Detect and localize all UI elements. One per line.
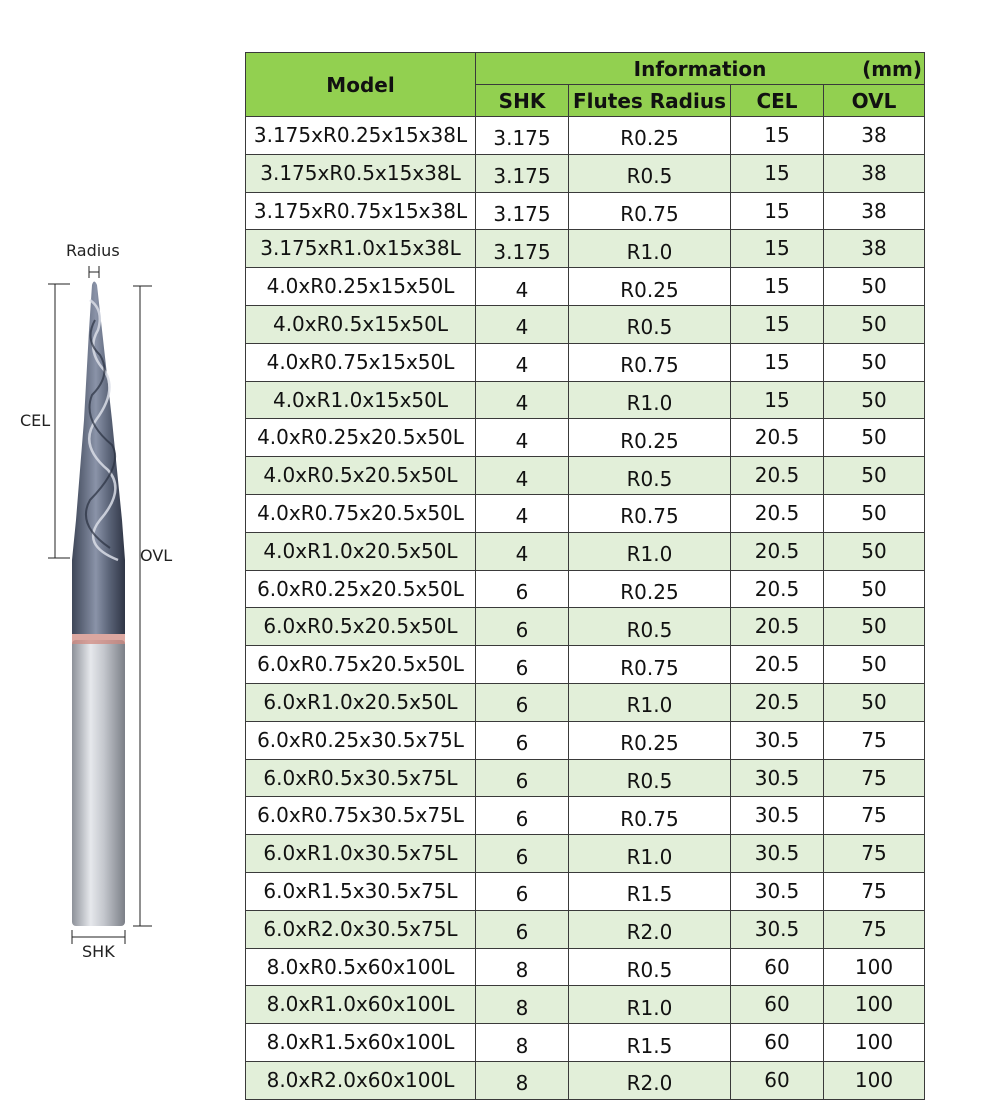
radius-cell: R1.0 bbox=[569, 532, 731, 570]
shk-cell: 4 bbox=[476, 381, 569, 419]
radius-cell: R1.0 bbox=[569, 835, 731, 873]
radius-cell: R2.0 bbox=[569, 1061, 731, 1099]
ovl-cell: 50 bbox=[824, 343, 925, 381]
fluted-taper bbox=[72, 282, 125, 635]
ovl-cell: 75 bbox=[824, 721, 925, 759]
table-row bbox=[246, 305, 925, 343]
cel-cell: 15 bbox=[731, 305, 824, 343]
cel-cell: 20.5 bbox=[731, 419, 824, 457]
ovl-cell: 50 bbox=[824, 381, 925, 419]
shk-cell: 4 bbox=[476, 457, 569, 495]
table-row bbox=[246, 608, 925, 646]
table-row bbox=[246, 646, 925, 684]
model-cell: 6.0xR0.25x30.5x75L bbox=[246, 721, 476, 759]
shk-cell: 3.175 bbox=[476, 230, 569, 268]
table-row bbox=[246, 1061, 925, 1099]
shk-cell: 8 bbox=[476, 986, 569, 1024]
information-label: Information bbox=[633, 56, 767, 81]
cel-cell: 15 bbox=[731, 192, 824, 230]
shk-cell: 6 bbox=[476, 570, 569, 608]
table-row bbox=[246, 1024, 925, 1062]
cel-cell: 20.5 bbox=[731, 457, 824, 495]
model-cell: 6.0xR0.25x20.5x50L bbox=[246, 570, 476, 608]
model-cell: 3.175xR0.75x15x38L bbox=[246, 192, 476, 230]
table-row bbox=[246, 872, 925, 910]
model-cell: 4.0xR0.25x15x50L bbox=[246, 268, 476, 306]
cel-cell: 15 bbox=[731, 268, 824, 306]
table-row bbox=[246, 268, 925, 306]
ovl-cell: 50 bbox=[824, 570, 925, 608]
model-cell: 6.0xR0.5x30.5x75L bbox=[246, 759, 476, 797]
ovl-cell: 38 bbox=[824, 117, 925, 155]
ovl-cell: 50 bbox=[824, 419, 925, 457]
ovl-cell: 50 bbox=[824, 608, 925, 646]
model-cell: 6.0xR1.5x30.5x75L bbox=[246, 872, 476, 910]
shk-cell: 4 bbox=[476, 268, 569, 306]
shk-cell: 4 bbox=[476, 419, 569, 457]
radius-cell: R1.0 bbox=[569, 683, 731, 721]
cel-cell: 20.5 bbox=[731, 532, 824, 570]
model-cell: 6.0xR0.5x20.5x50L bbox=[246, 608, 476, 646]
table-row bbox=[246, 154, 925, 192]
model-cell: 6.0xR0.75x30.5x75L bbox=[246, 797, 476, 835]
radius-cell: R0.75 bbox=[569, 343, 731, 381]
shk-cell: 4 bbox=[476, 305, 569, 343]
radius-cell: R0.75 bbox=[569, 797, 731, 835]
model-cell: 3.175xR0.5x15x38L bbox=[246, 154, 476, 192]
radius-cell: R0.5 bbox=[569, 154, 731, 192]
table-row bbox=[246, 419, 925, 457]
model-cell: 6.0xR1.0x30.5x75L bbox=[246, 835, 476, 873]
radius-cell: R1.5 bbox=[569, 872, 731, 910]
model-cell: 6.0xR0.75x20.5x50L bbox=[246, 646, 476, 684]
cel-cell: 20.5 bbox=[731, 683, 824, 721]
table-row bbox=[246, 381, 925, 419]
ovl-cell: 75 bbox=[824, 872, 925, 910]
cel-cell: 30.5 bbox=[731, 872, 824, 910]
shk-cell: 6 bbox=[476, 759, 569, 797]
cel-cell: 30.5 bbox=[731, 721, 824, 759]
shk-cell: 8 bbox=[476, 1024, 569, 1062]
ovl-cell: 38 bbox=[824, 154, 925, 192]
radius-cell: R0.75 bbox=[569, 646, 731, 684]
shk-cell: 3.175 bbox=[476, 154, 569, 192]
cel-cell: 30.5 bbox=[731, 910, 824, 948]
shk-cell: 3.175 bbox=[476, 192, 569, 230]
cel-cell: 60 bbox=[731, 1024, 824, 1062]
radius-label: Radius bbox=[66, 241, 120, 260]
cel-cell: 15 bbox=[731, 117, 824, 155]
model-cell: 3.175xR1.0x15x38L bbox=[246, 230, 476, 268]
ovl-label: OVL bbox=[140, 546, 173, 565]
table-row bbox=[246, 948, 925, 986]
shk-label: SHK bbox=[82, 942, 115, 961]
radius-cell: R1.0 bbox=[569, 986, 731, 1024]
model-cell: 8.0xR2.0x60x100L bbox=[246, 1061, 476, 1099]
ovl-cell: 100 bbox=[824, 1061, 925, 1099]
cel-cell: 30.5 bbox=[731, 797, 824, 835]
ovl-cell: 75 bbox=[824, 835, 925, 873]
shank-shape bbox=[72, 640, 125, 926]
ovl-cell: 75 bbox=[824, 759, 925, 797]
shk-cell: 6 bbox=[476, 797, 569, 835]
ovl-cell: 75 bbox=[824, 910, 925, 948]
radius-cell: R0.5 bbox=[569, 457, 731, 495]
shk-cell: 6 bbox=[476, 608, 569, 646]
model-cell: 8.0xR1.5x60x100L bbox=[246, 1024, 476, 1062]
shk-cell: 6 bbox=[476, 721, 569, 759]
unit-label: (mm) bbox=[862, 56, 923, 81]
cel-cell: 15 bbox=[731, 154, 824, 192]
shk-header: SHK bbox=[476, 85, 569, 117]
shk-cell: 4 bbox=[476, 494, 569, 532]
model-cell: 8.0xR0.5x60x100L bbox=[246, 948, 476, 986]
model-cell: 4.0xR1.0x20.5x50L bbox=[246, 532, 476, 570]
table-row bbox=[246, 683, 925, 721]
model-cell: 8.0xR1.0x60x100L bbox=[246, 986, 476, 1024]
table-row bbox=[246, 721, 925, 759]
table-row bbox=[246, 835, 925, 873]
ovl-cell: 50 bbox=[824, 494, 925, 532]
radius-cell: R0.5 bbox=[569, 305, 731, 343]
end-mill-drawing bbox=[0, 0, 240, 1000]
cel-cell: 60 bbox=[731, 986, 824, 1024]
radius-cell: R0.75 bbox=[569, 192, 731, 230]
radius-cell: R0.25 bbox=[569, 268, 731, 306]
end-mill-illustration bbox=[0, 0, 240, 1000]
ovl-cell: 75 bbox=[824, 797, 925, 835]
radius-cell: R0.5 bbox=[569, 759, 731, 797]
model-cell: 3.175xR0.25x15x38L bbox=[246, 117, 476, 155]
model-cell: 4.0xR1.0x15x50L bbox=[246, 381, 476, 419]
radius-cell: R1.0 bbox=[569, 381, 731, 419]
table-row bbox=[246, 192, 925, 230]
ovl-cell: 50 bbox=[824, 532, 925, 570]
radius-cell: R0.25 bbox=[569, 117, 731, 155]
cel-cell: 60 bbox=[731, 1061, 824, 1099]
shk-cell: 6 bbox=[476, 835, 569, 873]
radius-cell: R1.5 bbox=[569, 1024, 731, 1062]
radius-cell: R0.25 bbox=[569, 570, 731, 608]
ovl-cell: 100 bbox=[824, 986, 925, 1024]
ovl-cell: 50 bbox=[824, 683, 925, 721]
radius-cell: R1.0 bbox=[569, 230, 731, 268]
cel-label: CEL bbox=[20, 411, 51, 430]
model-cell: 4.0xR0.75x15x50L bbox=[246, 343, 476, 381]
shk-cell: 6 bbox=[476, 910, 569, 948]
cel-cell: 20.5 bbox=[731, 494, 824, 532]
radius-cell: R0.5 bbox=[569, 608, 731, 646]
ovl-cell: 50 bbox=[824, 268, 925, 306]
model-cell: 4.0xR0.5x15x50L bbox=[246, 305, 476, 343]
cel-header: CEL bbox=[731, 85, 824, 117]
radius-cell: R0.5 bbox=[569, 948, 731, 986]
table-row bbox=[246, 117, 925, 155]
table-row bbox=[246, 910, 925, 948]
specification-table bbox=[245, 52, 925, 1100]
model-cell: 4.0xR0.75x20.5x50L bbox=[246, 494, 476, 532]
radius-cell: R2.0 bbox=[569, 910, 731, 948]
radius-cell: R0.25 bbox=[569, 721, 731, 759]
ovl-cell: 100 bbox=[824, 1024, 925, 1062]
table-row bbox=[246, 797, 925, 835]
table-row bbox=[246, 986, 925, 1024]
table-row bbox=[246, 532, 925, 570]
information-header bbox=[476, 53, 925, 85]
radius-cell: R0.75 bbox=[569, 494, 731, 532]
ovl-cell: 50 bbox=[824, 305, 925, 343]
table-row bbox=[246, 457, 925, 495]
specification-rows bbox=[246, 117, 925, 1100]
shk-cell: 8 bbox=[476, 1061, 569, 1099]
cel-cell: 30.5 bbox=[731, 835, 824, 873]
radius-cell: R0.25 bbox=[569, 419, 731, 457]
cel-cell: 15 bbox=[731, 230, 824, 268]
cel-cell: 15 bbox=[731, 381, 824, 419]
table-row bbox=[246, 343, 925, 381]
shk-cell: 4 bbox=[476, 343, 569, 381]
table-row bbox=[246, 494, 925, 532]
shk-cell: 6 bbox=[476, 683, 569, 721]
shk-cell: 8 bbox=[476, 948, 569, 986]
ovl-cell: 100 bbox=[824, 948, 925, 986]
ovl-cell: 38 bbox=[824, 230, 925, 268]
shk-cell: 4 bbox=[476, 532, 569, 570]
table-row bbox=[246, 570, 925, 608]
model-header: Model bbox=[246, 53, 476, 117]
cel-cell: 20.5 bbox=[731, 646, 824, 684]
model-cell: 6.0xR1.0x20.5x50L bbox=[246, 683, 476, 721]
ovl-cell: 38 bbox=[824, 192, 925, 230]
cel-cell: 15 bbox=[731, 343, 824, 381]
model-cell: 4.0xR0.25x20.5x50L bbox=[246, 419, 476, 457]
model-cell: 4.0xR0.5x20.5x50L bbox=[246, 457, 476, 495]
shk-cell: 6 bbox=[476, 872, 569, 910]
cel-cell: 20.5 bbox=[731, 608, 824, 646]
shk-cell: 3.175 bbox=[476, 117, 569, 155]
table-row bbox=[246, 230, 925, 268]
cel-cell: 30.5 bbox=[731, 759, 824, 797]
model-cell: 6.0xR2.0x30.5x75L bbox=[246, 910, 476, 948]
cel-cell: 60 bbox=[731, 948, 824, 986]
shk-cell: 6 bbox=[476, 646, 569, 684]
ovl-header: OVL bbox=[824, 85, 925, 117]
ovl-cell: 50 bbox=[824, 646, 925, 684]
header-row-top bbox=[246, 53, 925, 85]
flutes-radius-header: Flutes Radius bbox=[569, 85, 731, 117]
table-row bbox=[246, 759, 925, 797]
cel-cell: 20.5 bbox=[731, 570, 824, 608]
ovl-cell: 50 bbox=[824, 457, 925, 495]
